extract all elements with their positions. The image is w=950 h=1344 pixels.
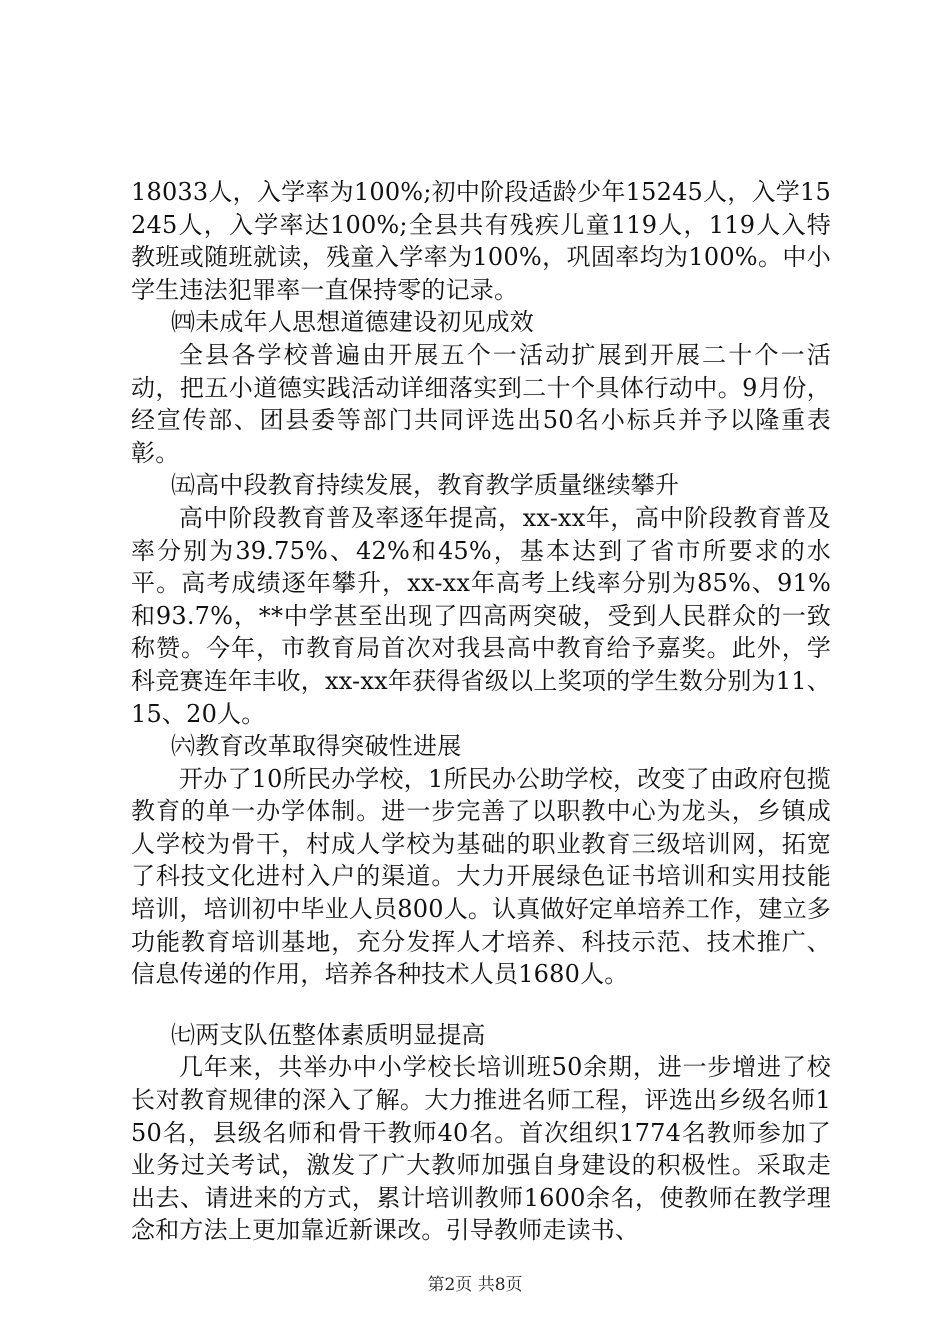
section-heading-5: ㈤高中段教育持续发展，教育教学质量继续攀升 xyxy=(171,471,680,500)
page-number-footer: 第2页 共8页 xyxy=(427,1275,523,1295)
paragraph-enrollment-stats: 18033人，入学率为100%;初中阶段适龄少年15245人，入学15245人，入学率达100%;全县共有残疾儿童119人，119人入特教班或随班就读，残童入学率为100%，巩固率均为100%。中小学生违法犯罪率一直保持零的记录。 xyxy=(131,178,831,304)
section-heading-6: ㈥教育改革取得突破性进展 xyxy=(171,732,462,761)
paragraph-education-reform: 开办了10所民办学校，1所民办公助学校，改变了由政府包揽教育的单一办学体制。进一步完善了以职教中心为龙头，乡镇成人学校为骨干，村成人学校为基础的职业教育三级培训网，拓宽了科技文化进村入户的渠道。大力开展绿色证书培训和实用技能培训，培训初中毕业人员800人。认真做好定单培养工作，建立多功能教育培训基地，充分发挥人才培养、科技示范、技术推广、信息传递的作用，培养各种技术人员1680人。 xyxy=(131,764,831,989)
section-heading-7: ㈦两支队伍整体素质明显提高 xyxy=(171,1020,486,1049)
paragraph-moral-education: 全县各学校普遍由开展五个一活动扩展到开展二十个一活动，把五小道德实践活动详细落实到二十个具体行动中。9月份，经宣传部、团县委等部门共同评选出50名小标兵并予以隆重表彰。 xyxy=(131,340,831,467)
section-heading-4: ㈣未成年人思想道德建设初见成效 xyxy=(171,308,534,337)
document-body xyxy=(131,176,831,1247)
paragraph-teacher-training: 几年来，共举办中小学校长培训班50余期，进一步增进了校长对教育规律的深入了解。大力推进名师工程，评选出乡级名师150名，县级名师和骨干教师40名。首次组织1774名教师参加了业务过关考试，激发了广大教师加强自身建设的积极性。采取走出去、请进来的方式，累计培训教师1600余名，使教师在教学理念和方法上更加靠近新课改。引导教师走读书、 xyxy=(131,1053,831,1245)
paragraph-high-school: 高中阶段教育普及率逐年提高，xx-xx年，高中阶段教育普及率分别为39.75%、42%和45%，基本达到了省市所要求的水平。高考成绩逐年攀升，xx-xx年高考上线率分别为85%、91%和93.7%，**中学甚至出现了四高两突破，受到人民群众的一致称赞。今年，市教育局首次对我县高中教育给予嘉奖。此外，学科竞赛连年丰收，xx-xx年获得省级以上奖项的学生数分别为11、15、20人。 xyxy=(131,503,831,728)
